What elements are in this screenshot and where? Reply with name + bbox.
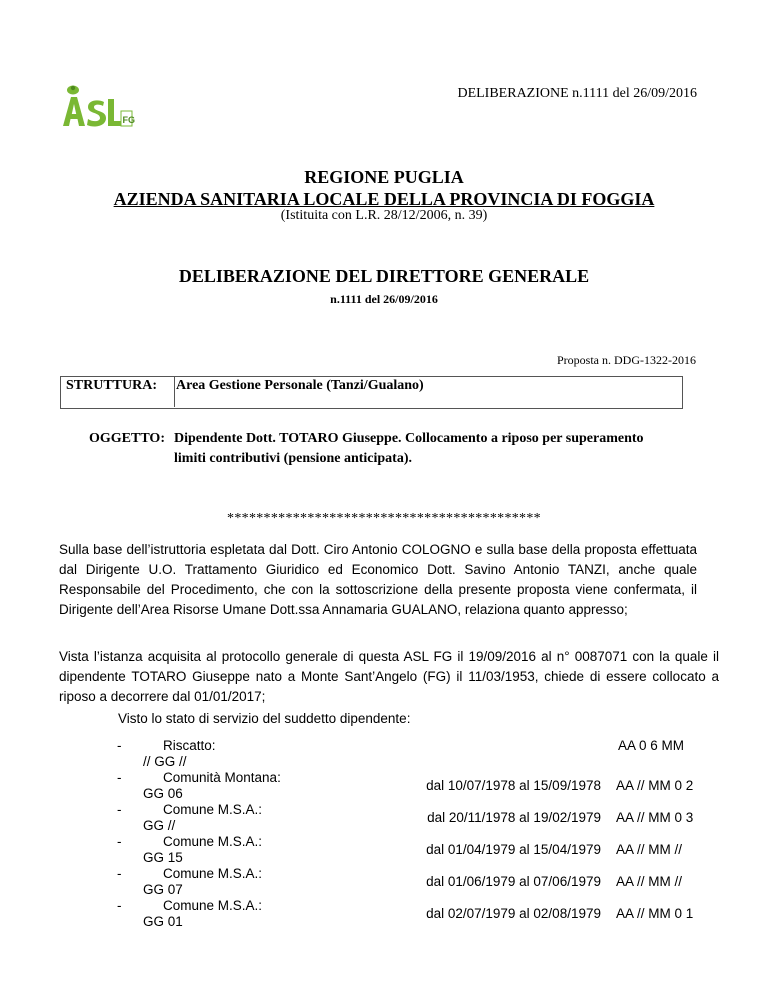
service-days: GG 01 [143, 914, 183, 929]
azienda-title: AZIENDA SANITARIA LOCALE DELLA PROVINCIA DI FOGGIA [113, 189, 655, 209]
service-dates: dal 01/04/1979 al 15/04/1979 [426, 842, 601, 857]
service-category: Comune M.S.A.: [163, 898, 263, 913]
service-duration: AA // MM 0 2 [616, 778, 694, 793]
body-paragraph-1: Sulla base dell’istruttoria espletata dal Dott. Ciro Antonio COLOGNO e sulla base della proposta effettuata dal Dirigente U.O. Trattamento Giuridico ed Economico Dott. Savino Antonio TANZI, anche quale Responsabile del Procedimento, che con la sottoscrizione della presente proposta viene confermata, il Dirigente dell’Area Risorse Umane Dott.ssa Annamaria GUALANO, relaziona quanto appresso; [59, 542, 697, 617]
separator-stars: ******************************************* [227, 511, 541, 526]
service-dates: dal 10/07/1978 al 15/09/1978 [426, 778, 601, 793]
istituita-note: (Istituita con L.R. 28/12/2006, n. 39) [280, 208, 488, 223]
struttura-label: STRUTTURA: [66, 378, 158, 393]
service-category: Comunità Montana: [163, 770, 281, 785]
service-dash: - [117, 898, 122, 913]
service-item [117, 770, 717, 802]
service-days: GG 15 [143, 850, 183, 865]
oggetto-line-2: limiti contributivi (pensione anticipata). [174, 451, 412, 466]
region-title: REGIONE PUGLIA [304, 167, 464, 187]
service-item [117, 802, 717, 834]
struttura-value: Area Gestione Personale (Tanzi/Gualano) [176, 378, 424, 393]
service-category: Riscatto: [163, 738, 216, 753]
service-item [117, 738, 717, 770]
service-dash: - [117, 834, 122, 849]
service-dates: dal 02/07/1979 al 02/08/1979 [426, 906, 601, 921]
oggetto-label: OGGETTO: [89, 431, 165, 446]
oggetto-line-1: Dipendente Dott. TOTARO Giuseppe. Collocamento a riposo per superamento [174, 431, 644, 446]
deliberazione-title: DELIBERAZIONE DEL DIRETTORE GENERALE [178, 266, 590, 286]
header-deliberazione-ref: DELIBERAZIONE n.1111 del 26/09/2016 [457, 86, 697, 101]
body-paragraph-2: Vista l’istanza acquisita al protocollo generale di questa ASL FG il 19/09/2016 al n° 0087071 con la quale il dipendente TOTARO Giuseppe nato a Monte Sant’Angelo (FG) il 11/03/1953, chiede di essere collocato a riposo a decorrere dal 01/01/2017; [59, 649, 719, 704]
service-item [117, 866, 717, 898]
service-dash: - [117, 770, 122, 785]
service-dash: - [117, 802, 122, 817]
service-dash: - [117, 738, 122, 753]
body-paragraph-3: Visto lo stato di servizio del suddetto dipendente: [118, 711, 411, 726]
service-list [117, 738, 717, 930]
service-days: // GG // [143, 754, 187, 769]
service-category: Comune M.S.A.: [163, 802, 263, 817]
service-duration: AA // MM // [616, 874, 683, 889]
service-category: Comune M.S.A.: [163, 834, 263, 849]
deliberazione-number: n.1111 del 26/09/2016 [330, 292, 438, 306]
service-duration: AA 0 6 MM [618, 738, 685, 753]
service-duration: AA // MM 0 1 [616, 906, 694, 921]
service-days: GG // [143, 818, 176, 833]
service-dates: dal 01/06/1979 al 07/06/1979 [426, 874, 601, 889]
service-dates: dal 20/11/1978 al 19/02/1979 [427, 810, 601, 825]
service-dash: - [117, 866, 122, 881]
service-item [117, 834, 717, 866]
svg-text:FG: FG [122, 115, 135, 125]
service-item [117, 898, 717, 930]
service-duration: AA // MM 0 3 [616, 810, 694, 825]
service-duration: AA // MM // [616, 842, 683, 857]
proposta-number: Proposta n. DDG-1322-2016 [557, 353, 696, 367]
service-category: Comune M.S.A.: [163, 866, 263, 881]
struttura-divider [174, 376, 175, 407]
service-days: GG 06 [143, 786, 183, 801]
service-days: GG 07 [143, 882, 183, 897]
